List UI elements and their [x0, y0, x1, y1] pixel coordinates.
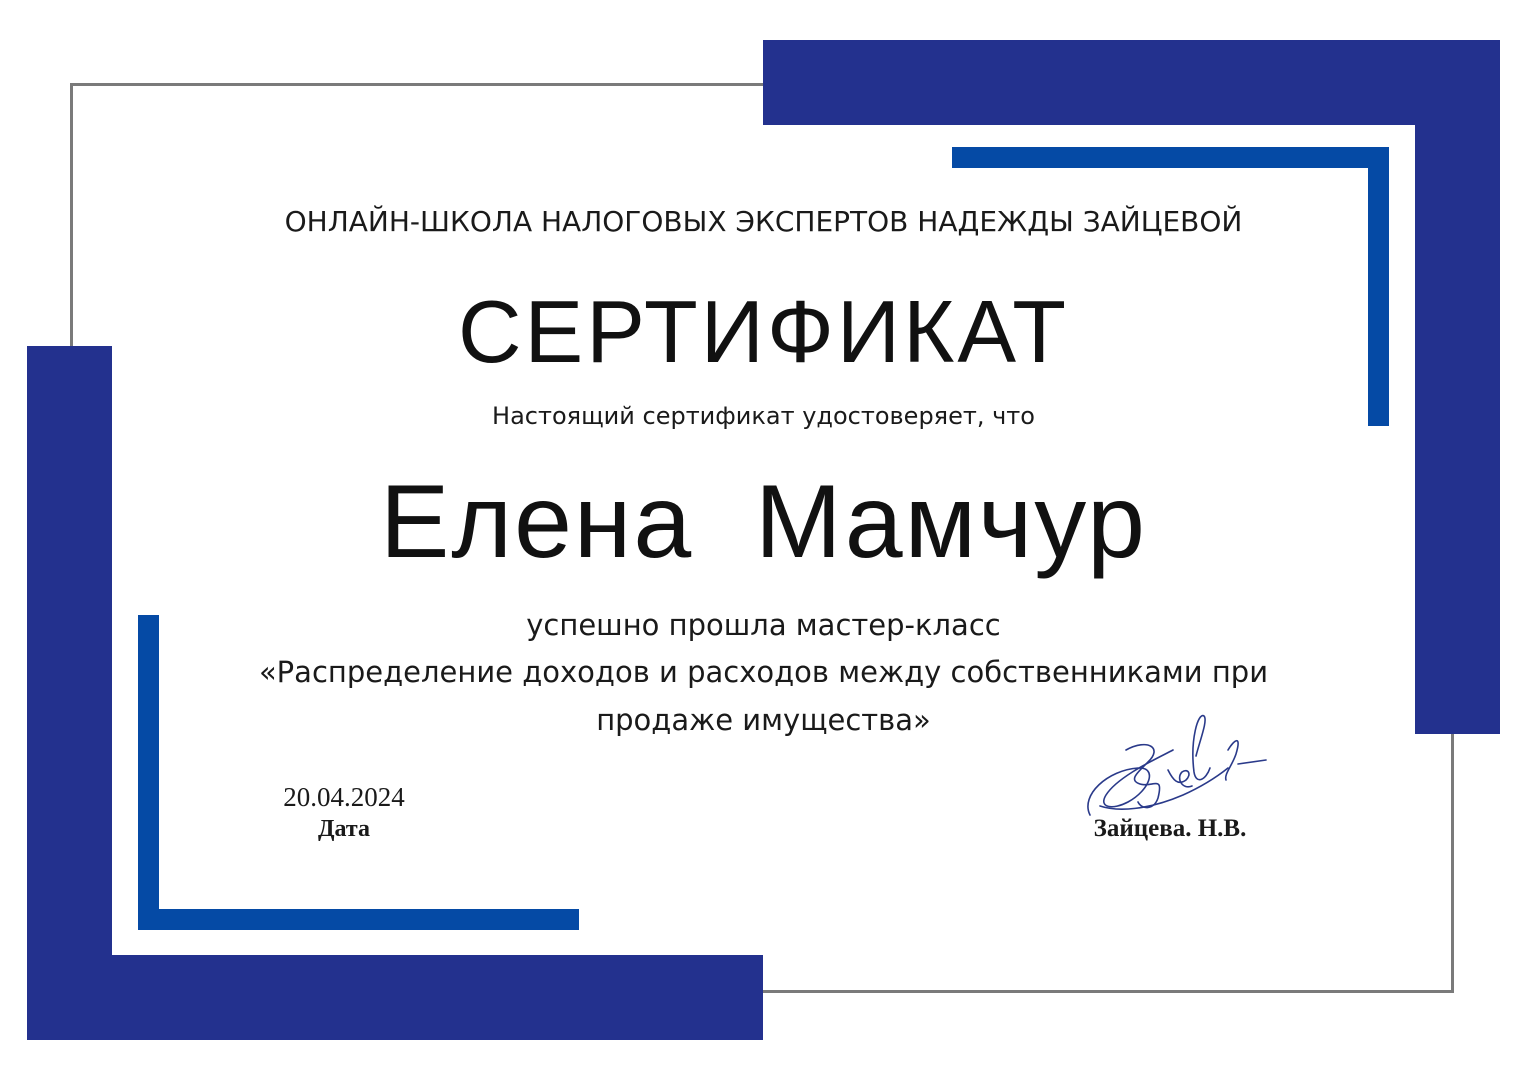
recipient-name: Елена Мамчур — [380, 464, 1147, 580]
date-value: 20.04.2024 — [283, 782, 405, 812]
certificate-intro: Настоящий сертификат удостоверяет, что — [492, 402, 1035, 430]
signer-name: Зайцева. Н.В. — [1093, 815, 1247, 842]
navy-corner-top-bar — [763, 40, 1500, 125]
school-name: ОНЛАЙН-ШКОЛА НАЛОГОВЫХ ЭКСПЕРТОВ НАДЕЖДЫ ЗАЙЦЕВОЙ — [284, 205, 1243, 238]
course-title-line-2: продаже имущества» — [596, 703, 931, 737]
navy-corner-bottom-bar — [27, 955, 763, 1040]
course-title-line-1: «Распределение доходов и расходов между собственниками при — [258, 655, 1269, 689]
signature-icon — [1078, 710, 1278, 825]
date-label: Дата — [318, 816, 370, 842]
achievement-text: успешно прошла мастер-класс — [526, 608, 1001, 642]
certificate-title: СЕРТИФИКАТ — [458, 282, 1069, 381]
navy-corner-left-bar — [27, 346, 112, 1040]
blue-corner-top-bar — [952, 147, 1389, 168]
blue-corner-bottom-bar — [138, 909, 579, 930]
